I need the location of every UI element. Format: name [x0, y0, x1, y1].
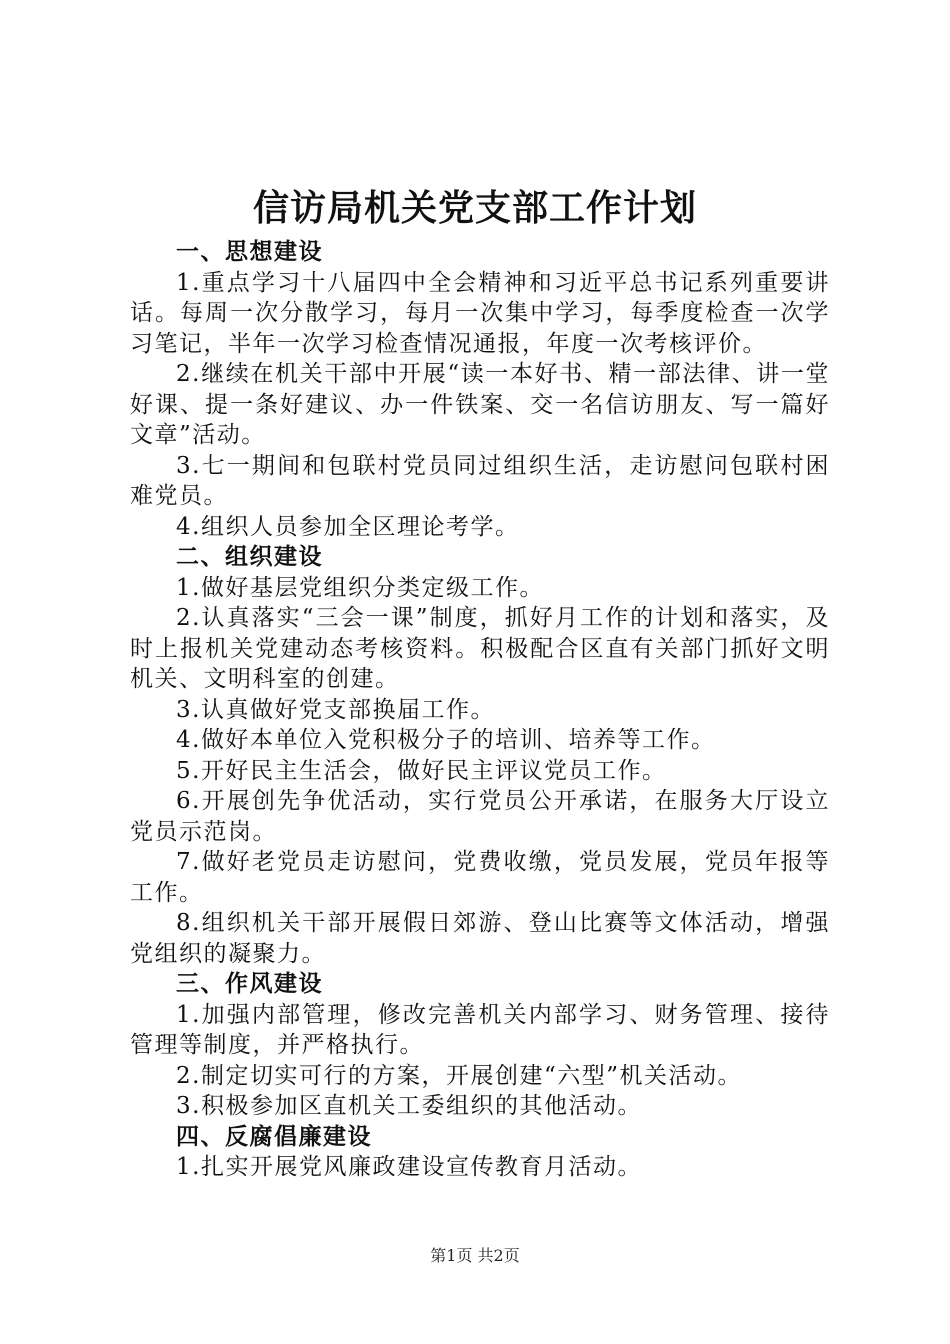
list-item: 2.继续在机关干部中开展“读一本好书、精一部法律、讲一堂好课、提一条好建议、办一件铁案、交一名信访朋友、写一篇好文章”活动。	[130, 361, 830, 448]
list-item: 3.七一期间和包联村党员同过组织生活，走访慰问包联村困难党员。	[130, 452, 830, 509]
list-item: 8.组织机关干部开展假日郊游、登山比赛等文体活动，增强党组织的凝聚力。	[130, 910, 830, 967]
list-item: 6.开展创先争优活动，实行党员公开承诺，在服务大厅设立党员示范岗。	[130, 788, 830, 845]
list-item: 1.做好基层党组织分类定级工作。	[176, 574, 544, 601]
list-item: 3.认真做好党支部换届工作。	[176, 696, 495, 723]
document-body	[130, 237, 830, 1183]
section-heading: 二、组织建设	[176, 544, 323, 570]
list-item: 4.组织人员参加全区理论考学。	[176, 513, 520, 540]
list-item: 1.扎实开展党风廉政建设宣传教育月活动。	[176, 1154, 642, 1180]
section-heading: 一、思想建设	[176, 239, 323, 265]
list-item: 2.制定切实可行的方案，开展创建“六型”机关活动。	[176, 1062, 742, 1089]
list-item: 7.做好老党员走访慰问，党费收缴，党员发展，党员年报等工作。	[130, 849, 830, 906]
document-title: 信访局机关党支部工作计划	[252, 188, 697, 229]
list-item: 1.加强内部管理，修改完善机关内部学习、财务管理、接待管理等制度，并严格执行。	[130, 1001, 830, 1058]
list-item: 5.开好民主生活会，做好民主评议党员工作。	[176, 757, 667, 784]
page-footer: 第1页 共2页	[430, 1246, 520, 1265]
list-item: 1.重点学习十八届四中全会精神和习近平总书记系列重要讲话。每周一次分散学习，每月一次集中学习，每季度检查一次学习笔记，半年一次学习检查情况通报，年度一次考核评价。	[130, 269, 830, 357]
list-item: 4.做好本单位入党积极分子的培训、培养等工作。	[176, 727, 716, 753]
list-item: 3.积极参加区直机关工委组织的其他活动。	[176, 1093, 642, 1119]
section-heading: 三、作风建设	[176, 971, 323, 997]
section-heading: 四、反腐倡廉建设	[176, 1123, 372, 1150]
list-item: 2.认真落实“三会一课”制度，抓好月工作的计划和落实，及时上报机关党建动态考核资料。积极配合区直有关部门抓好文明机关、文明科室的创建。	[130, 605, 830, 692]
